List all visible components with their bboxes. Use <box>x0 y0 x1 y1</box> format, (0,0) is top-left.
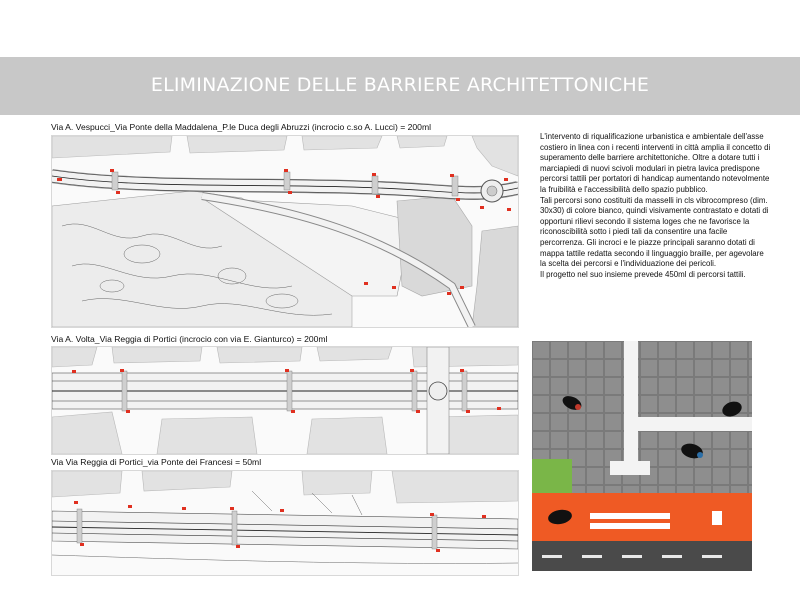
site-plan-3 <box>51 470 519 576</box>
description-paragraph-3: Il progetto nel suo insieme prevede 450ml di percorsi tattili. <box>540 269 746 279</box>
description-text <box>540 132 772 280</box>
section-3-caption: Via Via Reggia di Portici_via Ponte dei Francesi = 50ml <box>51 457 262 467</box>
section-1-caption: Via A. Vespucci_Via Ponte della Maddalena_P.le Duca degli Abruzzi (incrocio c.so A. Lucci) = 200ml <box>51 122 432 132</box>
description-paragraph-1: L'intervento di riqualificazione urbanistica e ambientale dell'asse costiero in linea con i recenti interventi in città amplia il concetto di superamento delle barriere architettoniche. Oltre a dotare tutti i marciapiedi di nuovi scivoli modulari in pietra lavica predispone percorsi tattili per portatori di handicap aumentando notevolmente la fruibilità e l'accessibilità dello spazio pubblico. <box>540 132 771 194</box>
section-2-caption: Via A. Volta_Via Reggia di Portici (incrocio con via E. Gianturco) = 200ml <box>51 334 328 344</box>
description-paragraph-2: Tali percorsi sono costituiti da masselli in cls vibrocompreso (dim. 30x30) di colore bianco, quindi visivamente contrastato e dotati di opportuni rilievi secondo il sistema loges che ne favorisce la riconoscibilità sotto i piedi tali da consentire una facile percorrenza. Gli incroci e le piazze principali saranno dotati di mappa tattile redatta secondo il linguaggio braille, per agevolare la scelta dei percorsi e l'individuazione dei pericoli. <box>540 195 769 269</box>
aerial-render-image <box>532 341 752 571</box>
site-plan-2 <box>51 346 519 455</box>
page-title: ELIMINAZIONE DELLE BARRIERE ARCHITETTONICHE <box>150 74 650 96</box>
site-plan-1 <box>51 135 519 328</box>
title-banner <box>0 57 800 115</box>
